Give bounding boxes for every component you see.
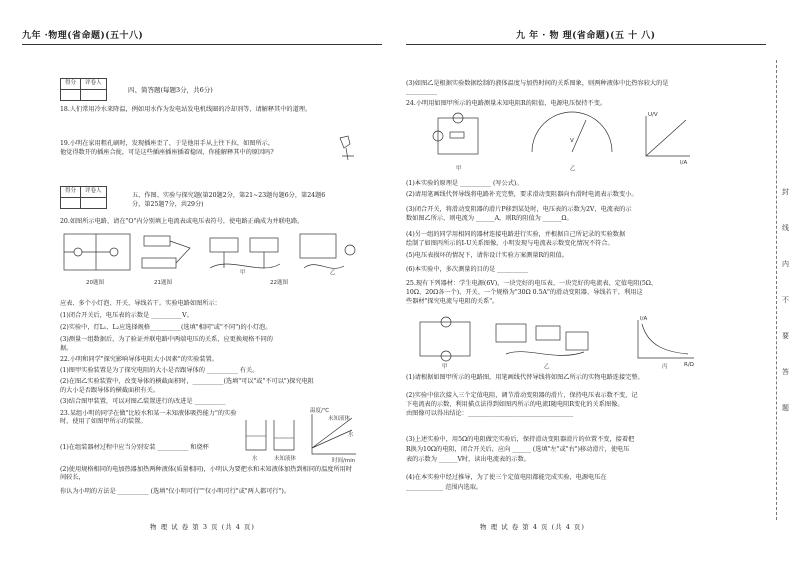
q24-jia: 甲 (456, 166, 462, 172)
q25-3c: 表的示数为 ______V时，读出电流表的示数。 (406, 456, 530, 463)
q23-beaker-figure (240, 408, 360, 464)
q21-1: (1)闭合开关后，电压表的示数是 __________V。 (60, 312, 193, 319)
margin-label-feng: 封 (782, 188, 789, 196)
right-header: 九 年 · 物 理(省命题)(五 十 八) (516, 31, 656, 41)
q25-line2: 10Ω、20Ω各一个)、开关、一个规格为"30Ω 0.5A"的滑动变阻器、导线若干，利用这 (406, 289, 643, 296)
fig-jia-label: 甲 (240, 270, 246, 276)
beaker-water-label: 水 (252, 456, 258, 462)
q25-2: (2)实验中依次接入三个定值电阻，调节滑动变阻器的滑片，保持电压表示数不变，记 (406, 392, 638, 399)
q24-xlabel: I/A (680, 160, 688, 166)
q25-4: (4)在本实验中经过推导，为了使三个定值电阻都能完成实验，电源电压在 (406, 474, 607, 481)
q21-2: (2)实验中，灯L₁、L₂应选择规格__________(选填"相同"或"不同")的小灯泡。 (60, 324, 272, 331)
q24-2: (2)请用笔画线代替导线将电路补充完整，要求滑动变阻器向右滑时电流表示数变小。 (406, 191, 638, 198)
q24-ylabel: U/V (648, 112, 658, 118)
q25-3: (3)上述实验中，用5Ω的电阻做完实验后，保持滑动变阻器滑片的位置不变，接着把 (406, 436, 635, 443)
q23-2: (2)使用规格相同的电加热器加热两种液体(质量相同)，小明认为要把水和未知液体加热到相同的温度所用时间较长， (60, 466, 353, 482)
q19-line2: 他觉得数开的插座合拢，可是这些插座插座插着稳固，你能解释其中的原因吗? (60, 149, 274, 156)
q23-2b: 你认为小明的方法是 __________ (选填"仅小明可行""仅小明可行"或"两人都可行")。 (60, 488, 291, 495)
q25-line3: 些器材"探究电流与电阻的关系"。 (406, 298, 499, 305)
q25-yi: 乙 (544, 364, 550, 370)
q24-5: (6)本实验中，多次测量的目的是 __________ (406, 266, 529, 273)
q20-q22-circuit-figures (60, 228, 360, 288)
score-box-5 (60, 186, 107, 209)
binding-line (776, 60, 777, 520)
fig21-label: 21题图 (154, 280, 172, 286)
q21-3b: 据。 (60, 345, 73, 352)
q25: 25.现有下列器材：学生电源(6V)，一块完好的电压表、一块完好的电流表、定值电阻(5Ω、 (406, 280, 658, 287)
section5-title-line2: 分，第25题7分，共29分) (132, 201, 204, 208)
q23-legend-water: 水 (348, 432, 354, 438)
left-footer: 物 理 试 卷 第 3 页 (共 4 页) (150, 523, 255, 531)
q22-3: (3)结合图甲装置，可以对图乙装置进行的改进是 __________ (60, 398, 226, 405)
grader-label-2: 评卷人 (81, 187, 107, 198)
margin-label-yao: 要 (782, 332, 789, 340)
margin-label-ti: 题 (782, 404, 789, 412)
q25-figures (416, 316, 716, 370)
q24-1: (1)本实验的原理是 __________ (写公式)。 (406, 180, 523, 187)
left-header: 九年 ·物理(省命题)(五十八) (22, 31, 144, 41)
q23-xlabel: 时间/min (332, 458, 356, 464)
right-header-rule (406, 44, 766, 45)
q24: 24.小明用如图甲所示的电路测量未知电阻R的阻值，电源电压保持不变。 (406, 100, 607, 107)
q19-line1: 19.小明在家用粗孔刷时，发现插座歪了，于是他用手从上往下拉，如图所示， (60, 140, 275, 147)
beaker-unknown-label: 未知液体 (274, 456, 297, 462)
q24-4: (4)另一组的同学用相同的器材连接电路进行实验，并根据自己所记录的实验数据 (406, 231, 626, 238)
margin-label-da: 答 (782, 368, 789, 376)
q23-legend-unknown: 未知液体 (328, 416, 351, 422)
q25-2b: 下电流表的示数，利用描点法得到如图丙所示的电流I随电阻R变化的关系图像。 (406, 401, 624, 408)
q20: 20.如图所示电路，请在"O"内分别填上电流表或电压表符号，使电路正确成为并联电路。 (60, 218, 304, 225)
fig22-label: 22题图 (270, 280, 288, 286)
margin-label-nei: 内 (782, 260, 789, 268)
q22-2b: 的大小是否跟导体的横截面积有关。 (60, 387, 159, 394)
q24-4c: (5)电压表损坏的情况下，请你设计实验方案测量R的阻值。 (406, 252, 568, 259)
q25-3b: R换为10Ω的电阻，闭合开关后，应向 ______ (选填"左"或"右")移动滑片，使电压 (406, 446, 630, 453)
q25-bing: 丙 (662, 364, 668, 370)
grader-label: 评卷人 (81, 79, 107, 90)
q22-2: (2)在图乙实验装置中，改变导体的横截面积时，__________(选填"可以"或"不可以")探究电阻 (60, 378, 314, 385)
q21-intro: 应表、多个小灯泡、开关、导线若干。实验电路如图所示： (60, 300, 221, 307)
q23-3: (3)如图乙是根据实验数据绘制的液体温度与加热时间的关系图象，则两种液体中比热容较大的是 __________ (406, 80, 669, 96)
q18: 18.人们常用冷水来降温，例如用水作为发电站发电机线圈的冷却剂等，请解释其中的道理。 (60, 106, 312, 113)
q25-jia: 甲 (442, 364, 448, 370)
q25-xlabel: R/Ω (684, 362, 694, 368)
q19-socket-figure (336, 134, 358, 164)
q22: 22.小明和同学"探究影响导体电阻大小因素"的实验装置。 (60, 356, 218, 363)
score-label-2: 得分 (61, 187, 81, 198)
q25-4b: ____________ 范围内选取。 (406, 484, 483, 491)
q22-1: (1)图甲实验装置是为了探究电阻的大小是否跟导体的 __________ 有关。 (60, 367, 259, 374)
q25-1: (1)请根据如图甲所示的电路图，用笔画线代替导线将如图乙所示的实物电路连接完整。 (406, 374, 644, 381)
q21-3: (3)测量一组数据后，为了验证并联电路中两端电压的关系，应更换规格不同的 (60, 336, 273, 343)
right-page (400, 0, 794, 561)
margin-label-bu: 不 (782, 296, 789, 304)
q23-ylabel: 温度/℃ (310, 408, 330, 414)
q24-4b: 绘制了如图丙所示的I-U关系图像，小明发现与电流表示数变化情况不符合。 (406, 240, 614, 247)
right-footer: 物 理 试 卷 第 4 页 (共 4 页) (480, 523, 585, 531)
q25-2c: 由图像可以得出结论：__________________________________ (406, 410, 574, 417)
section4-title: 四、简答题(每题3分，共6分) (128, 86, 213, 94)
q24-figures (436, 112, 696, 174)
fig20-label: 20题图 (86, 280, 104, 286)
q24-meter-unit: V (570, 138, 574, 144)
q23-1: (1)在组装器材过程中应当分别安装 __________ 和烧杯 (60, 444, 209, 451)
q24-yi: 乙 (570, 166, 576, 172)
fig-yi-label: 乙 (330, 270, 336, 276)
score-box-4 (60, 78, 107, 101)
q25-ylabel: I/A (640, 316, 648, 322)
score-label: 得分 (61, 79, 81, 90)
section5-title-line1: 五、作图、实验与探究题(第20题2分，第21~23题每题6分，第24题6 (132, 192, 326, 199)
q24-3: (3)闭合开关，将滑动变阻器的滑片P移到某处时，电压表的示数为2V，电流表的示 (406, 206, 632, 213)
margin-label-xian: 线 (782, 224, 789, 232)
left-header-rule (22, 44, 382, 45)
q23: 23.某组小明的同学在做"比较水和某一未知液体吸热能力"的实验时，使用了如图甲所示的装置。 (60, 410, 237, 426)
left-page (0, 0, 394, 561)
q24-3b: 数如图乙所示，则电流为 ______A，则R的阻值为 ______Ω。 (406, 215, 573, 222)
